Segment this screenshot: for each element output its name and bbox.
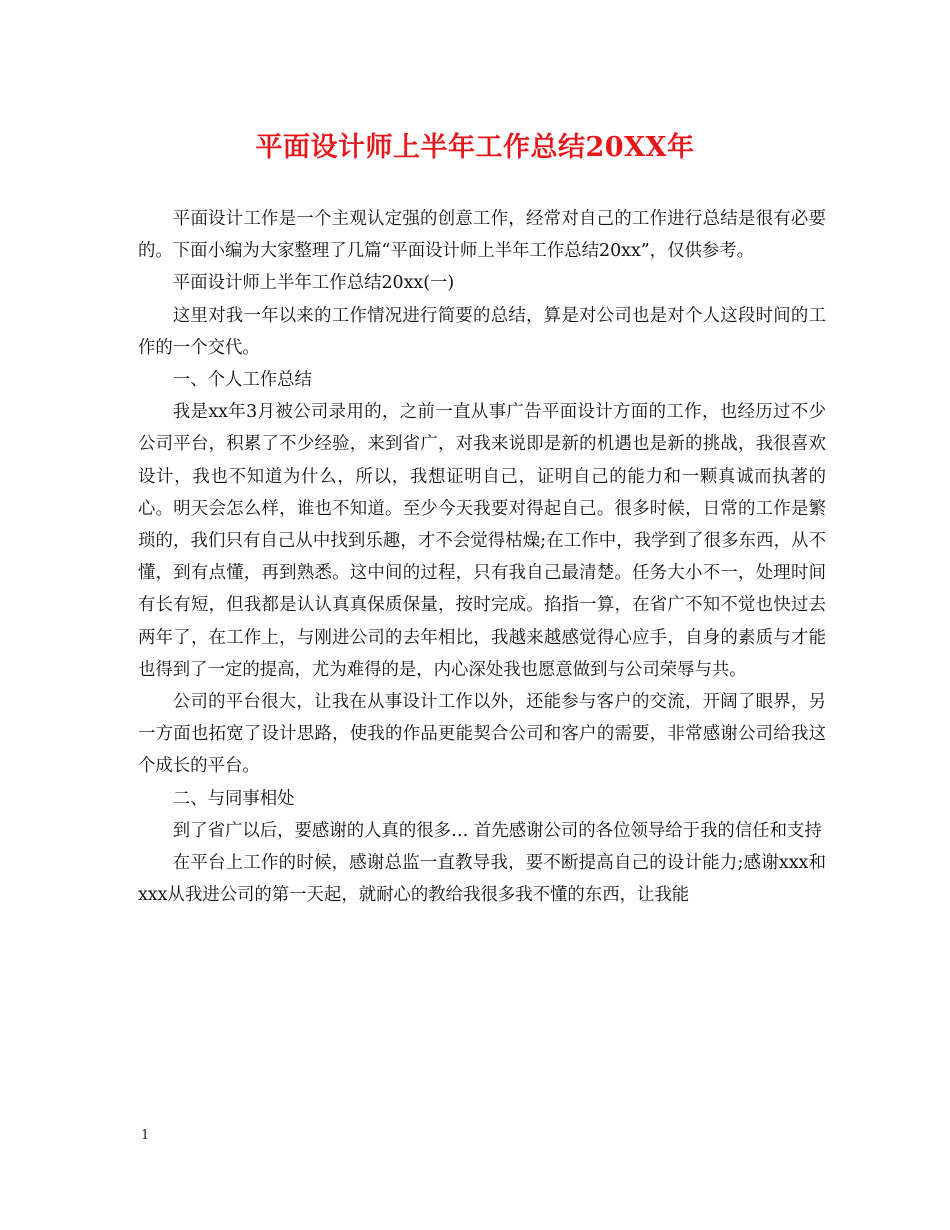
body-paragraph: 这里对我一年以来的工作情况进行简要的总结，算是对公司也是对个人这段时间的工作的一个交代。 xyxy=(138,305,826,358)
section-heading-part-one: 平面设计师上半年工作总结20xx(一) xyxy=(172,273,455,294)
body-paragraph: 我是xx年3月被公司录用的，之前一直从事广告平面设计方面的工作，也经历过不少公司平台，积累了不少经验，来到省广，对我来说即是新的机遇也是新的挑战，我很喜欢设计，我也不知道为什么，所以，我想证明自己，证明自己的能力和一颗真诚而执著的心。明天会怎么样，谁也不知道。至少今天我要对得起自己。很多时候，日常的工作是繁琐的，我们只有自己从中找到乐趣，才不会觉得枯燥;在工作中，我学到了很多东西，从不懂，到有点懂，再到熟悉。这中间的过程，只有我自己最清楚。任务大小不一，处理时间有长有短，但我都是认认真真保质保量，按时完成。掐指一算，在省广不知不觉也快过去两年了，在工作上，与刚进公司的去年相比，我越来越感觉得心应手，自身的素质与才能也得到了一定的提高，尤为难得的是，内心深处我也愿意做到与公司荣辱与共。 xyxy=(138,402,826,680)
section-heading-colleagues: 二、与同事相处 xyxy=(172,788,295,809)
body-paragraph: 在平台上工作的时候，感谢总监一直教导我，要不断提高自己的设计能力;感谢xxx和xxx从我进公司的第一天起，就耐心的教给我很多我不懂的东西，让我能 xyxy=(138,853,826,906)
body-paragraph: 平面设计工作是一个主观认定强的创意工作，经常对自己的工作进行总结是很有必要的。下面小编为大家整理了几篇“平面设计师上半年工作总结20xx”，仅供参考。 xyxy=(138,209,826,262)
body-paragraph: 公司的平台很大，让我在从事设计工作以外，还能参与客户的交流，开阔了眼界，另一方面也拓宽了设计思路，使我的作品更能契合公司和客户的需要，非常感谢公司给我这个成长的平台。 xyxy=(138,692,826,777)
document-title: 平面设计师上半年工作总结20XX年 xyxy=(255,132,695,163)
body-paragraph: 到了省广以后，要感谢的人真的很多… 首先感谢公司的各位领导给于我的信任和支持 xyxy=(172,820,822,841)
document-body xyxy=(138,203,826,911)
page-number: 1 xyxy=(141,1128,150,1143)
section-heading-personal-summary: 一、个人工作总结 xyxy=(172,370,312,391)
